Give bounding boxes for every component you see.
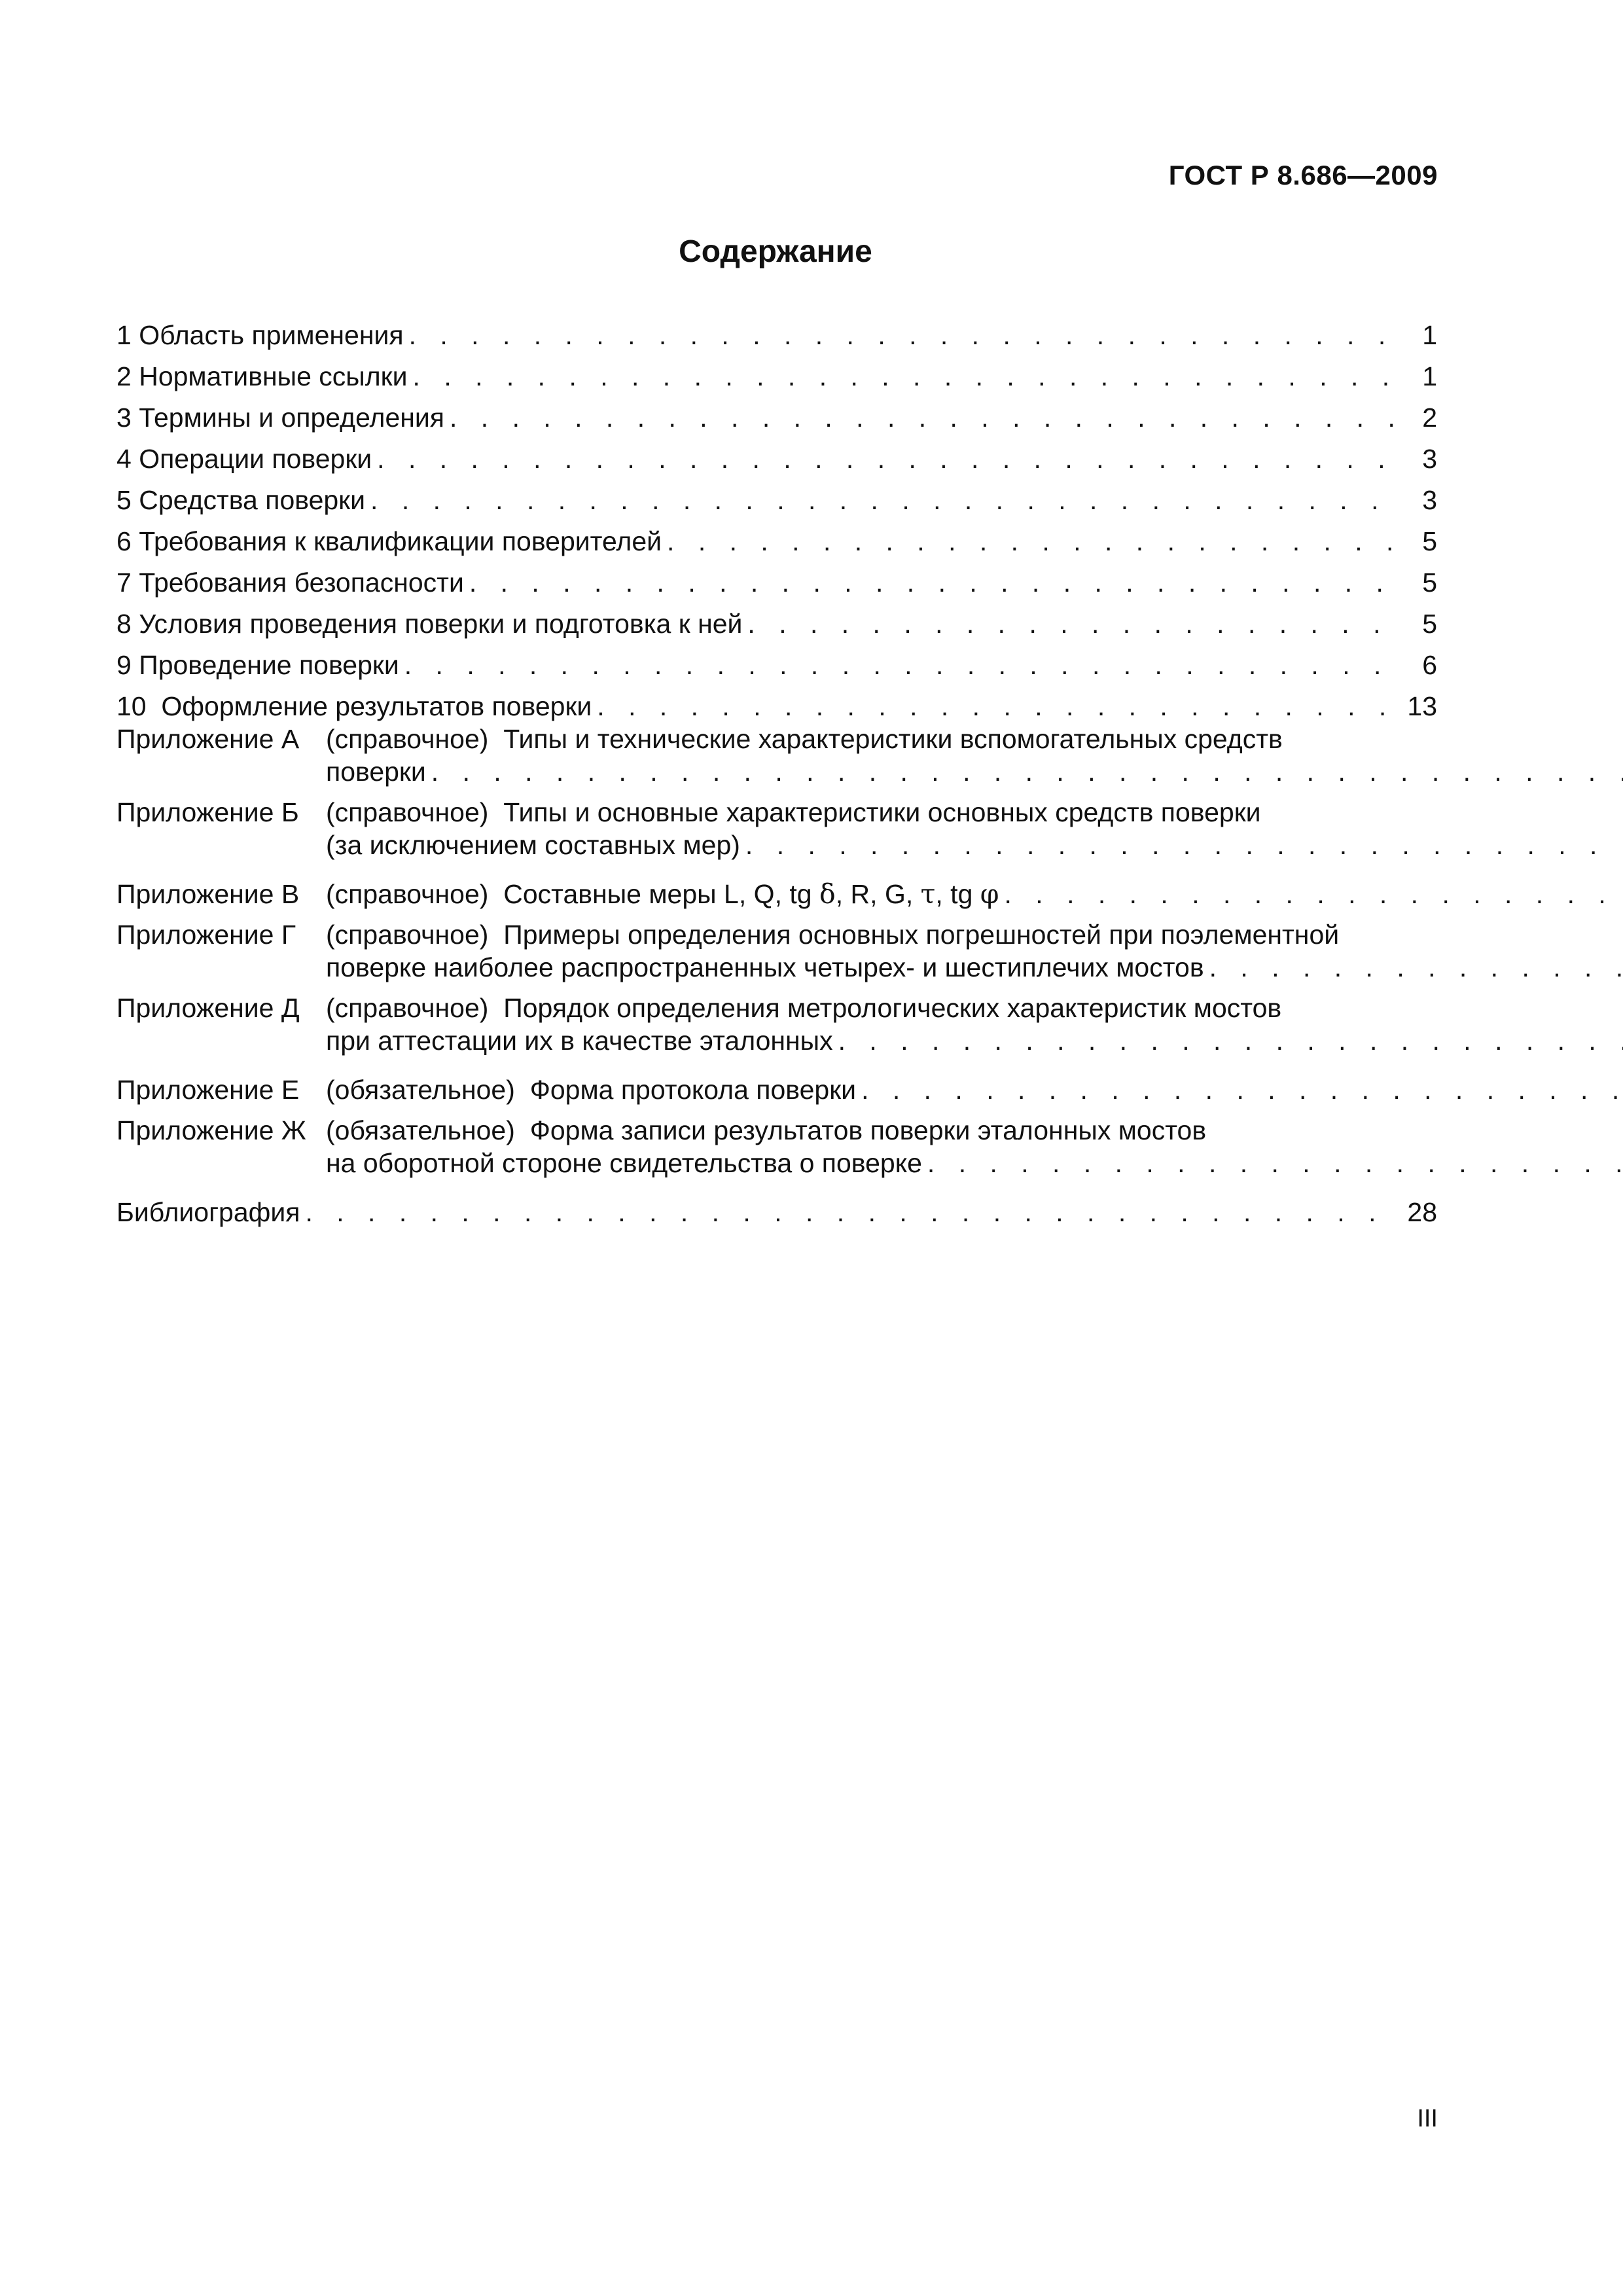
- section-title: Термины и определения: [139, 403, 444, 433]
- dot-leader: [377, 442, 1398, 475]
- section-title: Область применения: [139, 320, 404, 350]
- toc-entry-annex-zh[interactable]: [116, 1114, 1437, 1179]
- toc-entry-annex-a[interactable]: [116, 723, 1437, 788]
- toc-entry-section-7[interactable]: [116, 558, 1437, 599]
- toc-entry-section-8[interactable]: [116, 599, 1437, 640]
- section-number: 5: [116, 485, 132, 515]
- annex-status: (справочное): [326, 993, 489, 1023]
- page-number: 13: [1407, 691, 1437, 721]
- page-number: 3: [1422, 444, 1437, 474]
- dot-leader: [1209, 951, 1623, 984]
- page-number: 1: [1422, 361, 1437, 391]
- dot-leader: [409, 319, 1398, 351]
- annex-status: (справочное): [326, 920, 489, 950]
- dot-leader: [747, 607, 1398, 640]
- annex-label: Приложение Б: [116, 797, 299, 827]
- dot-leader: [745, 829, 1623, 861]
- page-number: 6: [1422, 650, 1437, 680]
- annex-status: (справочное): [326, 879, 489, 909]
- page-number: 5: [1422, 567, 1437, 598]
- section-number: 9: [116, 650, 132, 680]
- section-number: 4: [116, 444, 132, 474]
- section-title: Операции поверки: [139, 444, 372, 474]
- section-number: 3: [116, 403, 132, 433]
- annex-label: Приложение Г: [116, 920, 296, 950]
- toc-entry-annex-v[interactable]: [116, 869, 1437, 910]
- annex-status: (справочное): [326, 724, 489, 754]
- toc-entry-section-3[interactable]: [116, 393, 1437, 434]
- toc-entry-section-10[interactable]: [116, 681, 1437, 723]
- annex-title-line2: (за исключением составных мер): [326, 830, 740, 860]
- dot-leader: [450, 401, 1398, 434]
- page-number: 5: [1422, 609, 1437, 639]
- annex-title-line1: Составные меры: [503, 879, 717, 909]
- section-title: Проведение поверки: [139, 650, 399, 680]
- annex-title-line2: на оборотной стороне свидетельства о поверке: [326, 1148, 922, 1178]
- toc-entry-section-6[interactable]: [116, 516, 1437, 558]
- toc-entry-section-1[interactable]: [116, 310, 1437, 351]
- toc-entry-annex-g[interactable]: [116, 918, 1437, 984]
- annex-status: (обязательное): [326, 1075, 515, 1105]
- toc-title: Содержание: [679, 234, 872, 269]
- dot-leader: [469, 566, 1398, 599]
- document-number: ГОСТ Р 8.686—2009: [1168, 160, 1438, 190]
- annex-title-line1: Примеры определения основных погрешностей при поэлементной: [503, 920, 1340, 950]
- annex-label: Приложение А: [116, 724, 300, 754]
- section-title: Требования к квалификации поверителей: [139, 526, 662, 556]
- toc-entry-annex-d[interactable]: [116, 992, 1437, 1057]
- annex-label: Приложение Е: [116, 1075, 300, 1105]
- section-number: 2: [116, 361, 132, 391]
- measures-symbols: L, Q, tg δ, R, G, τ, tg φ: [724, 878, 999, 910]
- dot-leader: [431, 755, 1623, 788]
- toc-entry-section-9[interactable]: [116, 640, 1437, 681]
- annex-label: Приложение Д: [116, 993, 300, 1023]
- page-number: 1: [1422, 320, 1437, 350]
- toc-entry-annex-e[interactable]: [116, 1065, 1437, 1106]
- dot-leader: [861, 1073, 1623, 1106]
- annex-title-line2: при аттестации их в качестве эталонных: [326, 1026, 833, 1056]
- annex-title-line2: поверке наиболее распространенных четырех- и шестиплечих мостов: [326, 952, 1204, 982]
- toc-entry-section-4[interactable]: [116, 434, 1437, 475]
- annex-status: (справочное): [326, 797, 489, 827]
- annex-title-line1: Типы и основные характеристики основных средств поверки: [503, 797, 1261, 827]
- dot-leader: [305, 1196, 1398, 1229]
- section-number: 7: [116, 567, 132, 598]
- dot-leader: [667, 525, 1398, 558]
- toc-entry-annex-b[interactable]: [116, 796, 1437, 861]
- annex-title-line1: Типы и технические характеристики вспомогательных средств: [503, 724, 1283, 754]
- section-title: Условия проведения поверки и подготовка к ней: [139, 609, 743, 639]
- section-title: Оформление результатов поверки: [161, 691, 592, 721]
- section-title: Нормативные ссылки: [139, 361, 408, 391]
- section-number: 8: [116, 609, 132, 639]
- toc-entry-bibliography[interactable]: [116, 1187, 1437, 1229]
- dot-leader: [1005, 878, 1623, 910]
- table-of-contents: [116, 310, 1437, 1229]
- page-number: 5: [1422, 526, 1437, 556]
- dot-leader: [404, 649, 1398, 681]
- bibliography-title: Библиография: [116, 1197, 300, 1227]
- dot-leader: [413, 360, 1398, 393]
- annex-title-line1: Форма записи результатов поверки эталонных мостов: [529, 1115, 1207, 1145]
- toc-entry-section-2[interactable]: [116, 351, 1437, 393]
- page-number: 3: [1422, 485, 1437, 515]
- annex-title-line1: Порядок определения метрологических характеристик мостов: [503, 993, 1282, 1023]
- section-number: 10: [116, 691, 147, 721]
- section-number: 1: [116, 320, 132, 350]
- annex-status: (обязательное): [326, 1115, 515, 1145]
- toc-entry-section-5[interactable]: [116, 475, 1437, 516]
- dot-leader: [370, 484, 1398, 516]
- section-number: 6: [116, 526, 132, 556]
- annex-label: Приложение Ж: [116, 1115, 306, 1145]
- page-number: 2: [1422, 403, 1437, 433]
- page-number-footer: III: [1417, 2105, 1438, 2132]
- section-title: Требования безопасности: [139, 567, 464, 598]
- annex-title-line1: Форма протокола поверки: [529, 1075, 857, 1105]
- dot-leader: [597, 690, 1398, 723]
- annex-title-line2: поверки: [326, 757, 426, 787]
- page-number: 28: [1407, 1197, 1437, 1227]
- section-title: Средства поверки: [139, 485, 366, 515]
- dot-leader: [927, 1147, 1623, 1179]
- annex-label: Приложение В: [116, 879, 300, 909]
- dot-leader: [838, 1024, 1623, 1057]
